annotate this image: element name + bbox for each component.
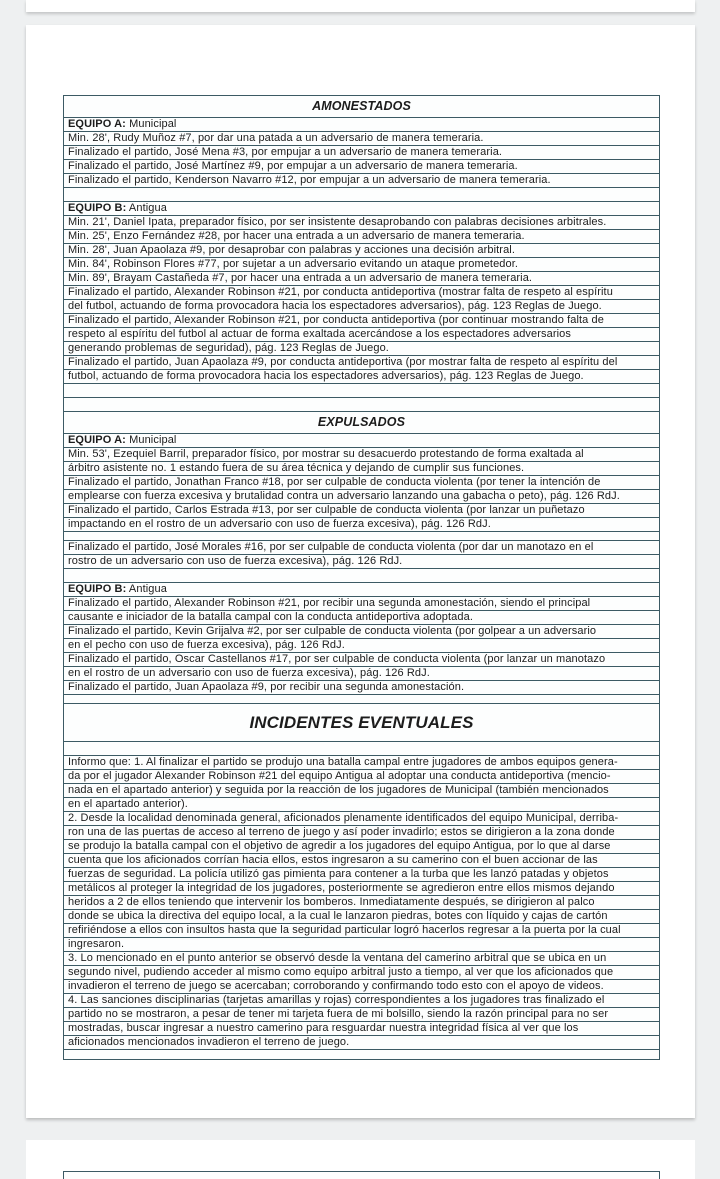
table-row: en el pecho con uso de fuerza excesiva), pág. 126 RdJ. bbox=[64, 639, 659, 653]
table-row: Finalizado el partido, Jonathan Franco #18, por ser culpable de conducta violenta (por tener la intención de bbox=[64, 476, 659, 490]
table-row: Finalizado el partido, Kenderson Navarro #12, por empujar a un adversario de manera temeraria. bbox=[64, 174, 659, 188]
table-row: Min. 28', Juan Apaolaza #9, por desaprobar con palabras y acciones una decisión arbitral. bbox=[64, 244, 659, 258]
spacer-row bbox=[64, 695, 659, 704]
table-row: 3. Lo mencionado en el punto anterior se observó desde la ventana del camerino arbitral que se ubica en un bbox=[64, 952, 659, 966]
next-page-fragment bbox=[26, 1140, 695, 1179]
table-row: heridos a 2 de ellos teniendo que intervenir los bomberos. Inmediatamente después, se dirigieron al palco bbox=[64, 896, 659, 910]
table-row: futbol, actuando de forma provocadora hacia los espectadores adversarios), pág. 123 Reglas de Juego. bbox=[64, 370, 659, 384]
table-row: Finalizado el partido, Alexander Robinson #21, por conducta antideportiva (mostrar falta de respeto al espíritu bbox=[64, 286, 659, 300]
table-row: invadieron el terreno de juego se acercaban; corroborando y confirmando todo esto con el apoyo de videos. bbox=[64, 980, 659, 994]
table-row: Finalizado el partido, José Morales #16, por ser culpable de conducta violenta (por dar un manotazo en el bbox=[64, 541, 659, 555]
spacer-row bbox=[64, 398, 659, 412]
table-row: Min. 25', Enzo Fernández #28, por hacer una entrada a un adversario de manera temeraria. bbox=[64, 230, 659, 244]
section-title-row: EXPULSADOS bbox=[64, 412, 659, 434]
table-row: Finalizado el partido, Carlos Estrada #13, por ser culpable de conducta violenta (por lanzar un puñetazo bbox=[64, 504, 659, 518]
section-title-row: INCIDENTES EVENTUALES bbox=[64, 704, 659, 742]
next-page-table-edge bbox=[63, 1171, 660, 1179]
table-row: causante e iniciador de la batalla campal con la conducta antideportiva adoptada. bbox=[64, 611, 659, 625]
table-row: Min. 89', Brayam Castañeda #7, por hacer una entrada a un adversario de manera temeraria. bbox=[64, 272, 659, 286]
table-row: impactando en el rostro de un adversario con uso de fuerza excesiva), pág. 126 RdJ. bbox=[64, 518, 659, 532]
table-row: se produjo la batalla campal con el objetivo de agredir a los jugadores del equipo Antigua, por lo que al darse bbox=[64, 840, 659, 854]
table-row: generando problemas de seguridad), pág. 123 Reglas de Juego. bbox=[64, 342, 659, 356]
table-row: Finalizado el partido, Kevin Grijalva #2, por ser culpable de conducta violenta (por golpear a un adversario bbox=[64, 625, 659, 639]
table-row: Min. 53', Ezequiel Barril, preparador físico, por mostrar su desacuerdo protestando de forma exaltada al bbox=[64, 448, 659, 462]
table-row: ingresaron. bbox=[64, 938, 659, 952]
table-row: partido no se mostraron, a pesar de tener mi tarjeta fuera de mi bolsillo, siendo la razón principal para no ser bbox=[64, 1008, 659, 1022]
table-row: metálicos al proteger la integridad de los jugadores, posteriormente se agredieron entre ellos mismos dejando bbox=[64, 882, 659, 896]
spacer-row bbox=[64, 569, 659, 583]
table-row: Finalizado el partido, José Martínez #9, por empujar a un adversario de manera temeraria. bbox=[64, 160, 659, 174]
table-row: Min. 28', Rudy Muñoz #7, por dar una patada a un adversario de manera temeraria. bbox=[64, 132, 659, 146]
table-row: Finalizado el partido, Alexander Robinson #21, por recibir una segunda amonestación, siendo el principal bbox=[64, 597, 659, 611]
table-row: 4. Las sanciones disciplinarias (tarjetas amarillas y rojas) correspondientes a los jugadores tras finalizado el bbox=[64, 994, 659, 1008]
team-label: EQUIPO A: bbox=[68, 118, 126, 130]
table-row: cuenta que los aficionados corrían hacia ellos, estos ingresaron a su camerino con el buen accionar de las bbox=[64, 854, 659, 868]
table-row: Finalizado el partido, Juan Apaolaza #9, por conducta antideportiva (por mostrar falta de respeto al espíritu del bbox=[64, 356, 659, 370]
spacer-row bbox=[64, 188, 659, 202]
team-header-row: EQUIPO B: Antigua bbox=[64, 583, 659, 597]
section-title-row: AMONESTADOS bbox=[64, 96, 659, 118]
previous-page-fragment bbox=[26, 0, 695, 12]
table-row: del futbol, actuando de forma provocadora hacia los espectadores adversarios), pág. 123 Reglas de Juego. bbox=[64, 300, 659, 314]
table-row: Min. 84', Robinson Flores #77, por sujetar a un adversario evitando un ataque prometedor. bbox=[64, 258, 659, 272]
table-row: fuerzas de seguridad. La policía utilizó gas pimienta para contener a la turba que les lanzó patadas y objetos bbox=[64, 868, 659, 882]
spacer-row bbox=[64, 384, 659, 398]
table-row: respeto al espíritu del futbol al actuar de forma exaltada acercándose a los espectadores adversarios bbox=[64, 328, 659, 342]
table-row: 2. Desde la localidad denominada general, aficionados plenamente identificados del equipo Municipal, derriba- bbox=[64, 812, 659, 826]
team-label: EQUIPO A: bbox=[68, 434, 126, 446]
table-row: en el apartado anterior). bbox=[64, 798, 659, 812]
team-header-row: EQUIPO A: Municipal bbox=[64, 434, 659, 448]
table-row: árbitro asistente no. 1 estando fuera de su área técnica y dejando de cumplir sus funciones. bbox=[64, 462, 659, 476]
team-header-row: EQUIPO A: Municipal bbox=[64, 118, 659, 132]
team-label: EQUIPO B: bbox=[68, 583, 127, 595]
table-row: donde se ubica la directiva del equipo local, a la cual le lanzaron piedras, botes con líquido y cajas de cartón bbox=[64, 910, 659, 924]
document-page bbox=[26, 25, 695, 1118]
table-row: rostro de un adversario con uso de fuerza excesiva), pág. 126 RdJ. bbox=[64, 555, 659, 569]
table-row: refiriéndose a ellos con insultos hasta que la seguridad particular logró hacerlos regresar a la puerta por la cual bbox=[64, 924, 659, 938]
spacer-row bbox=[64, 532, 659, 541]
table-row: en el rostro de un adversario con uso de fuerza excesiva), pág. 126 RdJ. bbox=[64, 667, 659, 681]
table-row: mostradas, buscar ingresar a nuestro camerino para resguardar nuestra integridad física al ver que los bbox=[64, 1022, 659, 1036]
table-row: Finalizado el partido, Oscar Castellanos #17, por ser culpable de conducta violenta (por lanzar un manotazo bbox=[64, 653, 659, 667]
report-table bbox=[63, 95, 660, 1060]
table-row: Finalizado el partido, José Mena #3, por empujar a un adversario de manera temeraria. bbox=[64, 146, 659, 160]
table-row: nada en el apartado anterior) y seguida por la reacción de los jugadores de Municipal (también mencionados bbox=[64, 784, 659, 798]
table-row: Finalizado el partido, Alexander Robinson #21, por conducta antideportiva (por continuar mostrando falta de bbox=[64, 314, 659, 328]
table-row: Finalizado el partido, Juan Apaolaza #9, por recibir una segunda amonestación. bbox=[64, 681, 659, 695]
table-row: Informo que: 1. Al finalizar el partido se produjo una batalla campal entre jugadores de ambos equipos genera- bbox=[64, 756, 659, 770]
table-row: ron una de las puertas de acceso al terreno de juego y así poder invadirlo; estos se dirigieron a la zona donde bbox=[64, 826, 659, 840]
spacer-row bbox=[64, 1050, 659, 1059]
table-row: segundo nivel, pudiendo acceder al mismo como equipo arbitral justo a tiempo, al ver que los aficionados que bbox=[64, 966, 659, 980]
spacer-row bbox=[64, 742, 659, 756]
team-header-row: EQUIPO B: Antigua bbox=[64, 202, 659, 216]
table-row: aficionados mencionados invadieron el terreno de juego. bbox=[64, 1036, 659, 1050]
team-label: EQUIPO B: bbox=[68, 202, 127, 214]
table-row: Min. 21', Daniel Ipata, preparador físico, por ser insistente desaprobando con palabras decisiones arbitrales. bbox=[64, 216, 659, 230]
table-row: emplearse con fuerza excesiva y brutalidad contra un adversario lanzando una gabacha o peto), pág. 126 RdJ. bbox=[64, 490, 659, 504]
table-row: da por el jugador Alexander Robinson #21 del equipo Antigua al adoptar una conducta antideportiva (mencio- bbox=[64, 770, 659, 784]
